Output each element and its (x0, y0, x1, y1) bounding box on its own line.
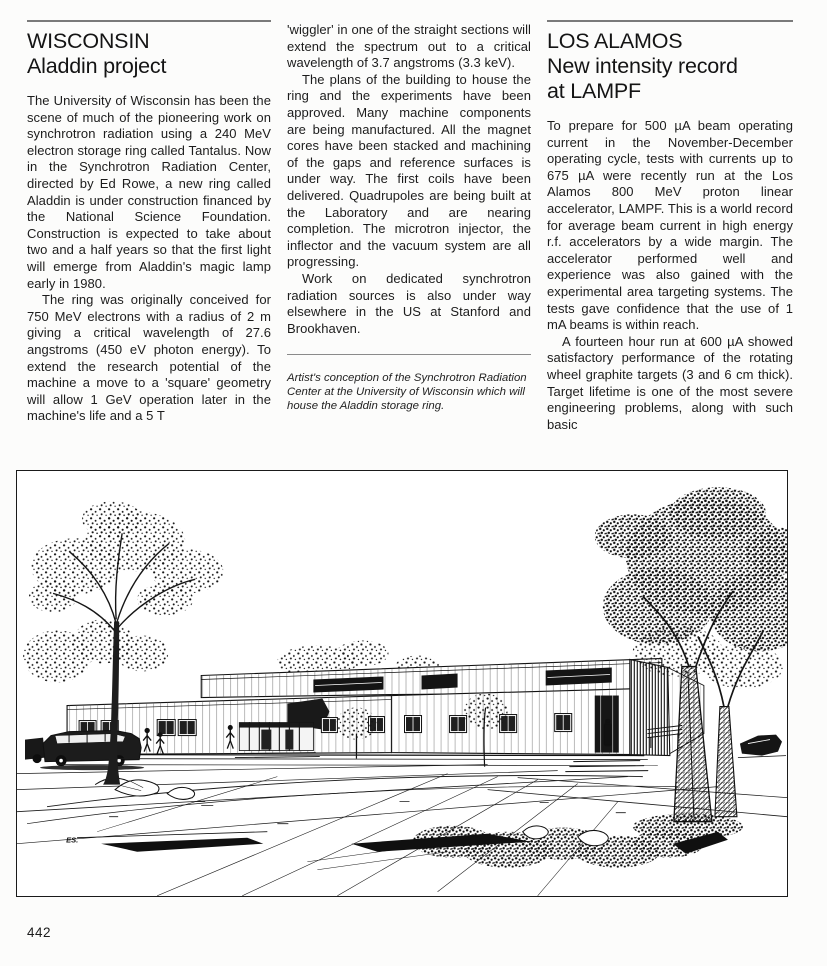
paragraph: The University of Wisconsin has been the scene of much of the pioneering work on synchrotron radiation using a 240 MeV electron storage ring called Tantalus. Now in the Synchrotron Radiation Center, directed by Ed Rowe, a new ring called Aladdin is under construction financed by the National Science Foundation. Construction is expected to take about two and a half years so that the first light will emerge from Aladdin's magic lamp early in 1980. (27, 93, 271, 291)
figure-caption-block (287, 354, 531, 413)
column-wisconsin-continued (287, 22, 531, 413)
article-top-rule (27, 20, 271, 22)
article-body (287, 22, 531, 337)
paragraph: Work on dedicated synchrotron radiation sources is also under way elsewhere in the US at Stanford and Brookhaven. (287, 270, 531, 336)
column-los-alamos (547, 20, 793, 433)
title-line: WISCONSIN (27, 29, 150, 53)
title-line: Aladdin project (27, 54, 167, 78)
article-title-los-alamos (547, 29, 793, 104)
article-top-rule (547, 20, 793, 22)
building (67, 658, 704, 771)
figure-caption: Artist's conception of the Synchrotron Radiation Center at the University of Wisconsin which will house the Aladdin storage ring. (287, 372, 527, 413)
caption-rule (287, 354, 531, 355)
parked-vehicle-right (738, 735, 786, 758)
article-title-wisconsin (27, 29, 271, 79)
title-line: at LAMPF (547, 79, 641, 103)
paragraph: A fourteen hour run at 600 µA showed satisfactory performance of the rotating wheel graphite targets (3 and 6 cm thick). Target lifetime is one of the most severe engineering problems, along with such basic (547, 333, 793, 432)
paragraph: To prepare for 500 µA beam operating current in the November-December operating cycle, tests with currents up to 675 µA were recently run at the Los Alamos 800 MeV proton linear accelerator, LAMPF. This is a world record for average beam current in high energy r.f. accelerators by a wide margin. The accelerator performed well and experience was also gained with the experimental area targeting systems. The tests gave confidence that the use of 1 mA beams is within reach. (547, 118, 793, 333)
artist-signature: ES. (66, 835, 79, 845)
title-line: LOS ALAMOS (547, 29, 683, 53)
column-wisconsin (27, 20, 271, 425)
station-wagon (25, 731, 144, 771)
article-body (547, 118, 793, 433)
title-line: New intensity record (547, 54, 738, 78)
figure-frame (16, 470, 788, 897)
article-body (27, 93, 271, 425)
building-illustration (17, 471, 787, 896)
paragraph: 'wiggler' in one of the straight sections will extend the spectrum out to a critical wavelength of 3.7 angstroms (3.3 keV). (287, 22, 531, 71)
paragraph: The ring was originally conceived for 750 MeV electrons with a radius of 2 m giving a critical wavelength of 27.6 angstroms (450 eV photon energy). To extend the research potential of the machine a move to a 'square' geometry will allow 1 GeV operation later in the machine's life and a 5 T (27, 292, 271, 424)
paragraph: The plans of the building to house the ring and the experiments have been approved. Many machine components are being manufactured. All the magnet cores have been stacked and machining of the gaps and reference surfaces is under way. The first coils have been delivered. Quadrupoles are being built at the Laboratory and are nearing completion. The microtron injector, the inflector and the vacuum system are all progressing. (287, 71, 531, 270)
page-number: 442 (27, 925, 52, 940)
